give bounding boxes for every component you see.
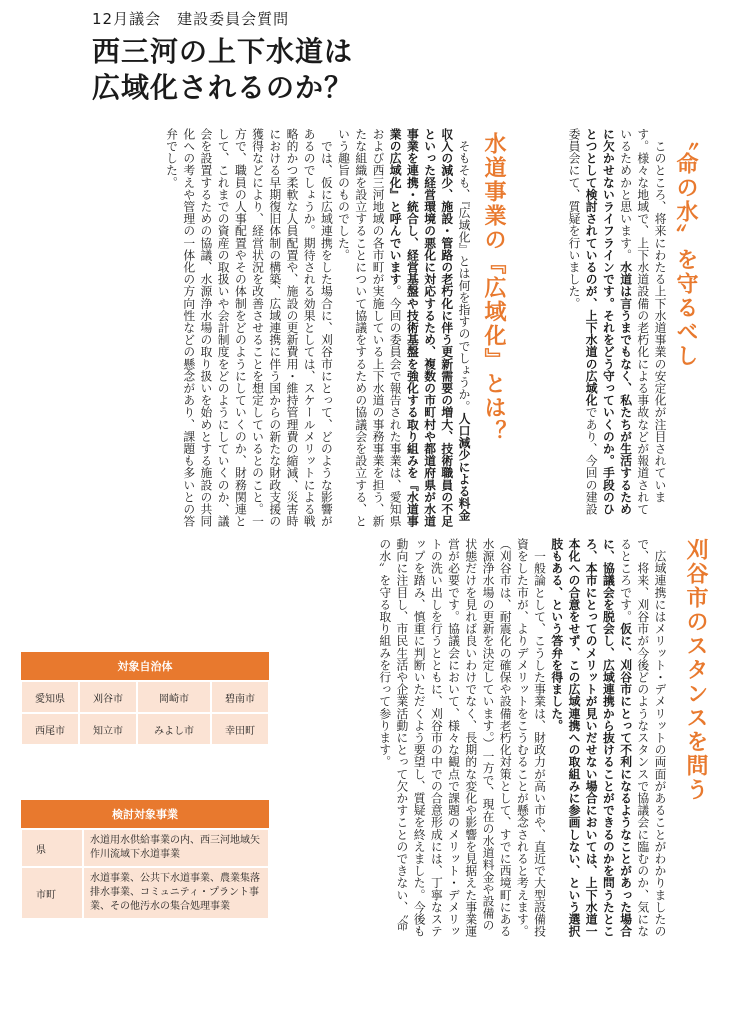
title-line-1: 西三河の上下水道は bbox=[92, 35, 354, 68]
section2-body bbox=[84, 128, 472, 528]
table-cell: 刈谷市 bbox=[79, 681, 137, 713]
section3-heading: 刈谷市のスタンスを問う bbox=[683, 538, 708, 802]
table-row-label: 県 bbox=[21, 829, 83, 867]
section2-heading: 水道事業の『広域化』とは？ bbox=[481, 132, 506, 444]
section3-p1-pre: 広域連携にはメリット・デメリットの両面があることがわかりましたので、将来、刈谷市が今後どのようなスタンスで協議会に臨むのか、気になるところです。 bbox=[618, 538, 667, 938]
table-row bbox=[21, 867, 269, 919]
table-row bbox=[21, 713, 269, 745]
section1-heading: 〝命の水〟を守るべし bbox=[673, 128, 698, 368]
section3-p1-bold: 仮に、刈谷市にとって不利になるようなことがあった場合に、協議会を脱会し、広域連携から抜けることができるのかを問うたところ、本市にとってのメリットが見いだせない場合においては、上下水道一本化への合意をせず、この広域連携への取組みに参画しない、という選択肢もある、という答弁を得ました。 bbox=[549, 538, 633, 938]
section2-p1-bold: 人口減少による料金収入の減少、施設・管路の老朽化に伴う更新需要の増大、技術職員の不足といった経営環境の悪化に対応するため、複数の市町村や都道府県が水道事業を連携・統合し、経営基盤や技術基盤を強化する取り組みを『水道事業の広域化』と呼んでいます bbox=[388, 128, 471, 528]
table-cell: 岡崎市 bbox=[137, 681, 211, 713]
table-cell: みよし市 bbox=[137, 713, 211, 745]
table-cell: 知立市 bbox=[79, 713, 137, 745]
section2-p2: では、仮に広域連携をした場合に、刈谷市にとって、どのような影響があるのでしょうか。期待される効果としては、スケールメリットによる戦略的かつ柔軟な人員配置や、施設の更新費用・維持管理費の縮減、災害時における早期復旧体制の構築、広域連携に伴う国からの新たな財政支援の獲得などにより、経営状況を改善させることを想定しているとのこと。一方で、職員の人事配置やその体制をどのようにしていくのか、財務関連として、これまでの資産の取扱いや会計制度をどのようにしていくのか、議会を設置するための協議、水源浄水場の取り扱いを始めとする施設の共同化への考えや管理の一体化の方向性などの懸念があり、課題も多いとの答弁でした。 bbox=[164, 128, 334, 528]
section3-body bbox=[280, 538, 668, 938]
table-cell: 碧南市 bbox=[211, 681, 269, 713]
target-municipalities-table bbox=[20, 652, 270, 746]
table-cell: 幸田町 bbox=[211, 713, 269, 745]
section2-p1-tail: 。今回の委員会で報告された事業は、愛知県および西三河地域の各市町が実施している上下水道の事務事業を担う、新たな組織を設立することについて協議をするための協議会を設立する、という趣旨のものでした。 bbox=[336, 128, 403, 528]
target-projects-title: 検討対象事業 bbox=[21, 800, 269, 829]
section2-p1-pre: そもそも、『広域化』とは何を指すのでしょうか。 bbox=[457, 128, 471, 413]
title-line-2: 広域化されるのか？ bbox=[92, 70, 354, 104]
table-row bbox=[21, 829, 269, 867]
table-row bbox=[21, 681, 269, 713]
article-category-label: 12月議会 建設委員会質問 bbox=[92, 10, 290, 28]
table-row-description: 水道事業、公共下水道事業、農業集落排水事業、コミュニティ・プラント事業、その他汚水の集合処理事業 bbox=[83, 867, 269, 919]
target-projects-table bbox=[20, 800, 270, 920]
table-cell: 愛知県 bbox=[21, 681, 79, 713]
section1-p1-tail: であり、今回の建設委員会にて、質疑を行いました。 bbox=[566, 128, 599, 516]
section1-body bbox=[548, 128, 668, 518]
article-title bbox=[92, 34, 353, 106]
target-municipalities-title: 対象自治体 bbox=[21, 652, 269, 681]
section1-p1-bold: 水道は言うまでもなく、私たちが生活するために欠かせないライフラインです。それをどう守っていくのか。手段のひとつとして検討されているのが、上下水道の広域化 bbox=[584, 128, 633, 516]
section3-p2: 一般論として、こうした事業は、財政力が高い市や、直近で大型設備投資をした市が、よりデメリットをこうむることが懸念されると考えます。（刈谷市は、耐震化の確保や設備老朽化対策として、すでに西境町にある水源浄水場の更新を決定しています。）一方で、現在の水道料金や設備の状態だけを見れば良いわけでなく、長期的な変化や影響を見据えた事業運営が必要です。協議会において、様々な観点で課題のメリット・デメリットの洗い出しを行うとともに、刈谷市の中での合意形成には、丁寧なステップを踏み、慎重に判断いただくよう要望し、質疑を終えました。今後も動向に注目し、市民生活や企業活動にとって欠かすことのできない、〝命の水〟を守る取り組みを行って参ります。 bbox=[377, 538, 547, 938]
table-row-description: 水道用水供給事業の内、西三河地域矢作川流域下水道事業 bbox=[83, 829, 269, 867]
table-row-label: 市町 bbox=[21, 867, 83, 919]
section1-p1: このところ、将来にわたる上下水道事業の安定化が注目されています。様々な地域で、上下水道設備の老朽化による事故などが報道されているためかと思います。 bbox=[618, 128, 667, 516]
table-cell: 西尾市 bbox=[21, 713, 79, 745]
